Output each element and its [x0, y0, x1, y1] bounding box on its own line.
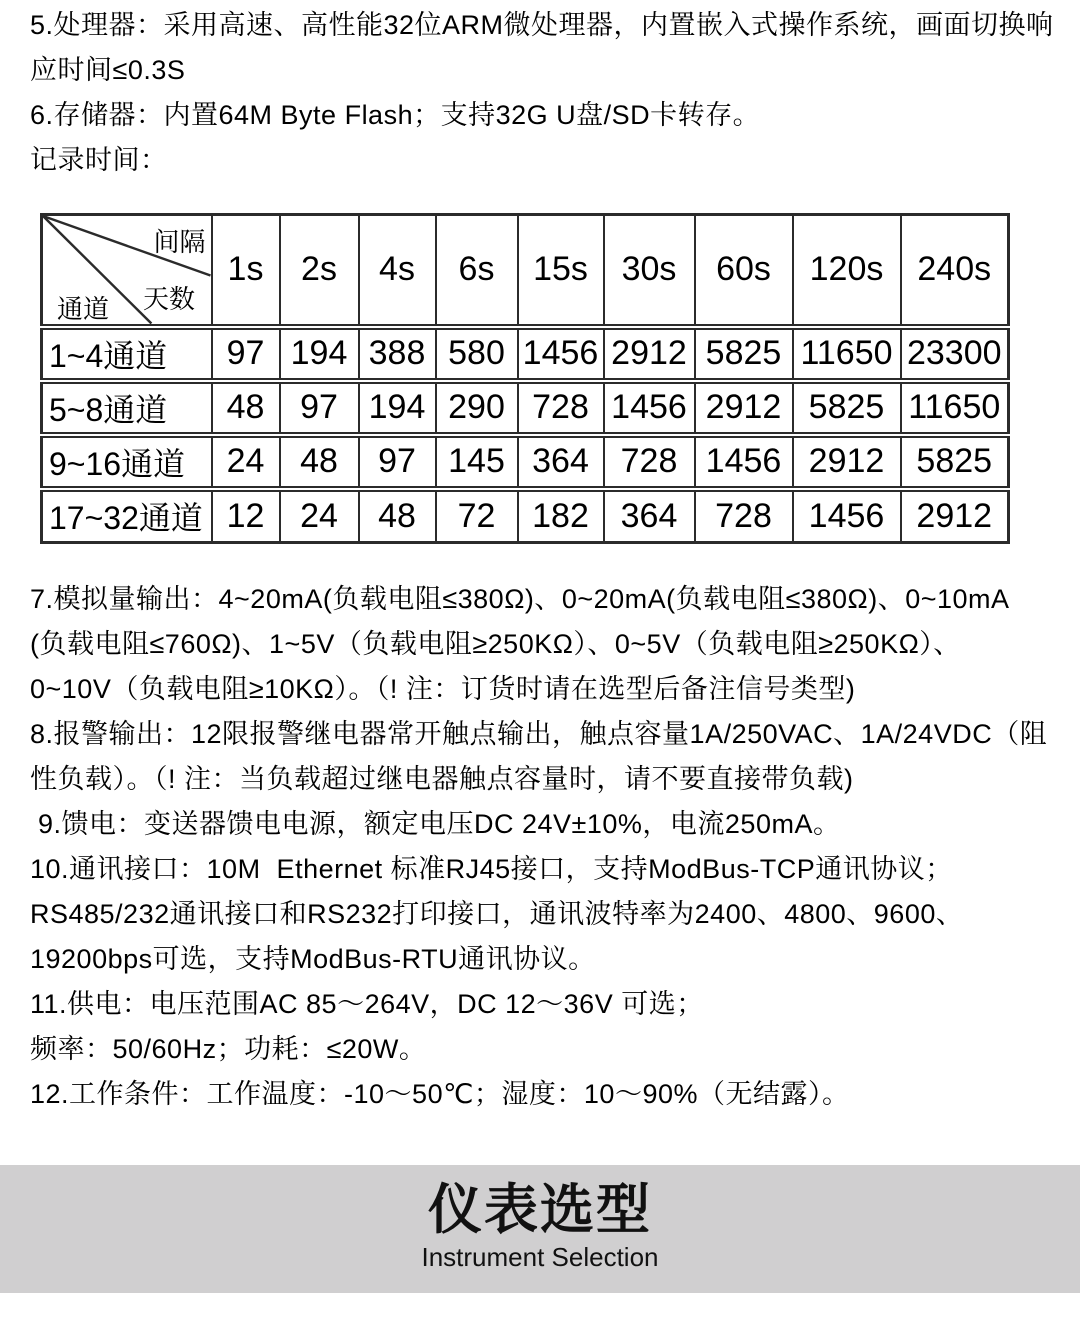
record-days-cell: 728: [604, 435, 695, 489]
record-days-cell: 728: [518, 381, 604, 435]
interval-column-header: 240s: [901, 215, 1009, 327]
interval-column-header: 15s: [518, 215, 604, 327]
record-days-cell: 24: [280, 489, 359, 543]
table-row: [42, 381, 1009, 435]
banner-title: 仪表选型: [428, 1180, 652, 1240]
interval-column-header: 4s: [359, 215, 436, 327]
spec-line-response-time: 应时间≤0.3S: [30, 55, 186, 85]
record-days-cell: 364: [518, 435, 604, 489]
interval-column-header: 60s: [695, 215, 793, 327]
spec-paragraphs-top: [30, 3, 1060, 183]
corner-label-days: 天数: [143, 284, 196, 314]
record-days-cell: 364: [604, 489, 695, 543]
spec-line-comm-interface-3: 19200bps可选，支持ModBus-RTU通讯协议。: [30, 944, 596, 974]
record-time-table: [40, 213, 1010, 544]
interval-column-header: 2s: [280, 215, 359, 327]
record-days-cell: 2912: [793, 435, 901, 489]
spec-paragraphs-bottom: [30, 577, 1060, 1117]
record-days-cell: 182: [518, 489, 604, 543]
channel-row-label: 1~4通道: [42, 327, 212, 381]
spec-line-comm-interface-1: 10.通讯接口：10M Ethernet 标准RJ45接口，支持ModBus-TCP通讯协议；: [30, 854, 953, 884]
record-days-cell: 1456: [518, 327, 604, 381]
spec-line-alarm-output-1: 8.报警输出：12限报警继电器常开触点输出，触点容量1A/250VAC、1A/24VDC（阻: [30, 719, 1048, 749]
record-days-cell: 24: [212, 435, 280, 489]
record-days-cell: 2912: [901, 489, 1009, 543]
table-row: [42, 435, 1009, 489]
record-days-cell: 97: [280, 381, 359, 435]
spec-line-analog-output-2: (负载电阻≤760Ω)、1~5V（负载电阻≥250KΩ）、0~5V（负载电阻≥250KΩ）、: [30, 629, 961, 659]
instrument-selection-banner: [0, 1165, 1080, 1293]
spec-line-alarm-output-2: 性负载）。（! 注：当负载超过继电器触点容量时，请不要直接带负载): [30, 764, 854, 794]
spec-line-record-time-heading: 记录时间：: [30, 145, 168, 175]
spec-line-feed-power: 9.馈电：变送器馈电电源，额定电压DC 24V±10%，电流250mA。: [30, 809, 841, 839]
record-days-cell: 1456: [695, 435, 793, 489]
record-days-cell: 12: [212, 489, 280, 543]
spec-line-processor: 5.处理器：采用高速、高性能32位ARM微处理器，内置嵌入式操作系统，画面切换响: [30, 10, 1054, 40]
record-days-cell: 388: [359, 327, 436, 381]
spec-line-power-supply: 11.供电：电压范围AC 85～264V，DC 12～36V 可选；: [30, 989, 704, 1019]
spec-line-analog-output-3: 0~10V（负载电阻≥10KΩ）。（! 注：订货时请在选型后备注信号类型): [30, 674, 856, 704]
table-row: [42, 489, 1009, 543]
record-days-cell: 23300: [901, 327, 1009, 381]
interval-column-header: 30s: [604, 215, 695, 327]
record-days-cell: 580: [436, 327, 518, 381]
interval-column-header: 6s: [436, 215, 518, 327]
corner-label-interval: 间隔: [153, 227, 206, 257]
channel-row-label: 17~32通道: [42, 489, 212, 543]
spec-line-frequency-power: 频率：50/60Hz；功耗：≤20W。: [30, 1034, 427, 1064]
record-days-cell: 72: [436, 489, 518, 543]
record-days-cell: 194: [280, 327, 359, 381]
record-days-cell: 2912: [695, 381, 793, 435]
channel-row-label: 9~16通道: [42, 435, 212, 489]
record-days-cell: 5825: [793, 381, 901, 435]
record-days-cell: 97: [359, 435, 436, 489]
spec-line-analog-output-1: 7.模拟量输出：4~20mA(负载电阻≤380Ω)、0~20mA(负载电阻≤380Ω)、0~10mA: [30, 584, 1010, 614]
record-days-cell: 2912: [604, 327, 695, 381]
record-days-cell: 1456: [604, 381, 695, 435]
record-days-cell: 48: [280, 435, 359, 489]
record-days-cell: 290: [436, 381, 518, 435]
record-days-cell: 145: [436, 435, 518, 489]
record-days-cell: 97: [212, 327, 280, 381]
spec-line-working-conditions: 12.工作条件：工作温度：-10～50℃；湿度：10～90%（无结露）。: [30, 1079, 850, 1109]
record-days-cell: 5825: [901, 435, 1009, 489]
table-corner-cell: [42, 215, 212, 327]
table-row: [42, 327, 1009, 381]
record-days-cell: 1456: [793, 489, 901, 543]
banner-subtitle: Instrument Selection: [421, 1242, 659, 1272]
spec-line-storage: 6.存储器：内置64M Byte Flash；支持32G U盘/SD卡转存。: [30, 100, 761, 130]
table-header-row: [42, 215, 1009, 327]
record-days-cell: 48: [212, 381, 280, 435]
record-days-cell: 48: [359, 489, 436, 543]
record-days-cell: 11650: [793, 327, 901, 381]
record-days-cell: 11650: [901, 381, 1009, 435]
record-days-cell: 194: [359, 381, 436, 435]
corner-label-channel: 通道: [57, 294, 110, 324]
channel-row-label: 5~8通道: [42, 381, 212, 435]
interval-column-header: 1s: [212, 215, 280, 327]
spec-line-comm-interface-2: RS485/232通讯接口和RS232打印接口，通讯波特率为2400、4800、9600、: [30, 899, 964, 929]
record-days-cell: 728: [695, 489, 793, 543]
record-days-cell: 5825: [695, 327, 793, 381]
interval-column-header: 120s: [793, 215, 901, 327]
